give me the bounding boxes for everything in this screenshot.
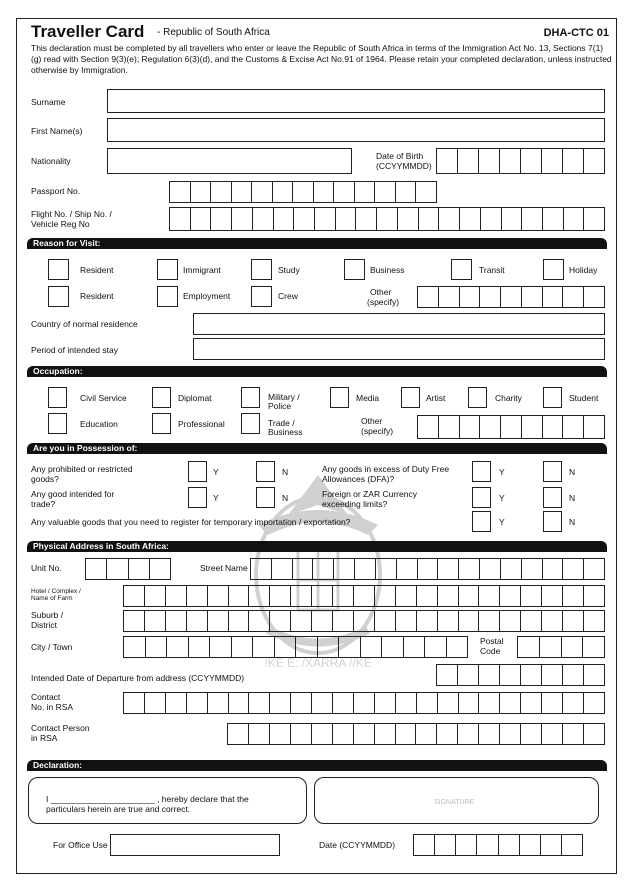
q2-yes-checkbox[interactable] (188, 487, 207, 508)
visit-immigrant-checkbox[interactable] (157, 259, 178, 280)
first-names-label: First Name(s) (31, 126, 83, 136)
occ-other-label: Other (361, 416, 383, 426)
occ-education-checkbox[interactable] (48, 413, 67, 434)
visit-resident2-label: Resident (80, 291, 114, 301)
occ-artist-checkbox[interactable] (401, 387, 420, 408)
visit-holiday-label: Holiday (569, 265, 598, 275)
visit-crew-checkbox[interactable] (251, 286, 272, 307)
visit-study-label: Study (278, 265, 300, 275)
q1-yes-label: Y (213, 467, 219, 477)
address-heading: Physical Address in South Africa: (27, 541, 607, 552)
q5-no-label: N (569, 517, 576, 527)
postal-label-b: Code (480, 646, 501, 656)
form-subtitle: - Republic of South Africa (157, 27, 270, 38)
q1-no-checkbox[interactable] (256, 461, 275, 482)
q4-no-label: N (569, 493, 576, 503)
intro-text: This declaration must be completed by all travellers who enter or leave the Republic of South Africa in terms of the Immigration Act No. 13, Sections 7(1)(g) read with Section 9(3)(e); Regulation 6(3)(d), and the Customs & Excise Act No.91 of 1964. Please retain your completed declaration, unless instructed otherwise by Immigration. (31, 43, 612, 75)
declaration-line-1: I ______________________ , hereby declare that the (46, 794, 249, 804)
visit-transit-label: Transit (479, 265, 505, 275)
visit-study-checkbox[interactable] (251, 259, 272, 280)
dob-cells[interactable] (436, 148, 605, 174)
visit-specify-label: (specify) (367, 297, 400, 307)
suburb-label-a: Suburb / (31, 610, 64, 620)
visit-other-cells[interactable] (417, 286, 605, 308)
street-cells[interactable] (250, 558, 605, 580)
possession-heading: Are you in Possession of: (27, 443, 607, 454)
occ-civil-checkbox[interactable] (48, 387, 67, 408)
occ-charity-label: Charity (495, 393, 522, 403)
occ-military-label: Military / (268, 392, 300, 402)
postal-label-a: Postal (480, 636, 504, 646)
visit-business-checkbox[interactable] (344, 259, 365, 280)
dob-label: Date of Birth (376, 151, 424, 161)
occ-police-label: Police (268, 401, 292, 411)
q4-yes-checkbox[interactable] (472, 487, 491, 508)
first-names-field[interactable] (107, 118, 605, 142)
occ-civil-label: Civil Service (80, 393, 127, 403)
q1-no-label: N (282, 467, 289, 477)
q3-no-label: N (569, 467, 576, 477)
person-label-a: Contact Person (31, 723, 90, 733)
visit-resident-checkbox[interactable] (48, 259, 69, 280)
passport-cells[interactable] (169, 181, 437, 203)
q5-yes-label: Y (499, 517, 505, 527)
vehicle-label: Vehicle Reg No (31, 219, 90, 229)
visit-immigrant-label: Immigrant (183, 265, 221, 275)
visit-crew-label: Crew (278, 291, 298, 301)
person-cells[interactable] (227, 723, 605, 745)
occ-trade-label: Trade / (268, 418, 295, 428)
occ-military-checkbox[interactable] (241, 387, 260, 408)
q4-yes-label: Y (499, 493, 505, 503)
departure-cells[interactable] (436, 664, 605, 686)
stay-label: Period of intended stay (31, 345, 118, 355)
residence-field[interactable] (193, 313, 605, 335)
reason-heading: Reason for Visit: (27, 238, 607, 249)
signature-label: SIGNATURE (434, 799, 475, 806)
q1-label-b: goods? (31, 474, 59, 484)
declaration-heading: Declaration: (27, 760, 607, 771)
occ-specify-label: (specify) (361, 426, 394, 436)
office-use-field[interactable] (110, 834, 280, 856)
nationality-label: Nationality (31, 156, 71, 166)
q5-no-checkbox[interactable] (543, 511, 562, 532)
office-use-label: For Office Use (53, 840, 108, 850)
q3-yes-label: Y (499, 467, 505, 477)
unit-label: Unit No. (31, 563, 62, 573)
passport-label: Passport No. (31, 186, 81, 196)
q1-yes-checkbox[interactable] (188, 461, 207, 482)
form-title: Traveller Card (31, 22, 145, 41)
q2-label-a: Any good intended for (31, 489, 115, 499)
contact-label-a: Contact (31, 692, 61, 702)
contact-label-b: No. in RSA (31, 702, 74, 712)
q3-yes-checkbox[interactable] (472, 461, 491, 482)
occupation-heading: Occupation: (27, 366, 607, 377)
q5-label: Any valuable goods that you need to register for temporary importation / exportation? (31, 517, 351, 527)
visit-other-label: Other (370, 287, 392, 297)
q2-no-checkbox[interactable] (256, 487, 275, 508)
q2-yes-label: Y (213, 493, 219, 503)
occ-student-label: Student (569, 393, 599, 403)
flight-cells[interactable] (169, 207, 605, 231)
office-date-label: Date (CCYYMMDD) (319, 840, 396, 850)
hotel-label-a: Hotel / Complex / (31, 588, 81, 595)
q5-yes-checkbox[interactable] (472, 511, 491, 532)
visit-employment-checkbox[interactable] (157, 286, 178, 307)
occ-media-checkbox[interactable] (330, 387, 349, 408)
occ-other-cells[interactable] (417, 415, 605, 439)
flight-label: Flight No. / Ship No. / (31, 209, 112, 219)
street-label: Street Name (200, 563, 248, 573)
visit-transit-checkbox[interactable] (451, 259, 472, 280)
occ-business-label: Business (268, 427, 303, 437)
form-code: DHA-CTC 01 (543, 27, 609, 39)
q2-no-label: N (282, 493, 289, 503)
residence-label: Country of normal residence (31, 319, 138, 329)
visit-employment-label: Employment (183, 291, 231, 301)
occ-student-checkbox[interactable] (543, 387, 562, 408)
occ-diplomat-label: Diplomat (178, 393, 212, 403)
q3-no-checkbox[interactable] (543, 461, 562, 482)
visit-holiday-checkbox[interactable] (543, 259, 564, 280)
stay-field[interactable] (193, 338, 605, 360)
visit-resident2-checkbox[interactable] (48, 286, 69, 307)
occ-charity-checkbox[interactable] (468, 387, 487, 408)
q2-label-b: trade? (31, 499, 56, 509)
occ-diplomat-checkbox[interactable] (152, 387, 171, 408)
postal-cells[interactable] (517, 636, 605, 658)
visit-business-label: Business (370, 265, 405, 275)
q4-no-checkbox[interactable] (543, 487, 562, 508)
q3-label-b: Allowances (DFA)? (322, 474, 395, 484)
unit-cells[interactable] (85, 558, 171, 580)
office-date-cells[interactable] (413, 834, 583, 856)
q4-label-b: exceeding limits? (322, 499, 388, 509)
suburb-cells[interactable] (123, 610, 605, 632)
hotel-label-b: Name of Farm (31, 595, 73, 602)
occ-media-label: Media (356, 393, 380, 403)
occ-artist-label: Artist (426, 393, 446, 403)
motto-text: !KE E: /XARRA //KE (264, 656, 372, 670)
q4-label-a: Foreign or ZAR Currency (322, 489, 417, 499)
q1-label-a: Any prohibited or restricted (31, 464, 133, 474)
q3-label-a: Any goods in excess of Duty Free (322, 464, 450, 474)
occ-professional-checkbox[interactable] (152, 413, 171, 434)
hotel-cells[interactable] (123, 585, 605, 607)
occ-professional-label: Professional (178, 419, 225, 429)
dob-format-label: (CCYYMMDD) (376, 161, 432, 171)
declaration-line-2: particulars herein are true and correct. (46, 804, 191, 814)
occ-education-label: Education (80, 419, 118, 429)
person-label-b: in RSA (31, 733, 58, 743)
nationality-field[interactable] (107, 148, 352, 174)
suburb-label-b: District (31, 620, 57, 630)
departure-label: Intended Date of Departure from address (CCYYMMDD) (31, 673, 245, 683)
city-cells[interactable] (123, 636, 468, 658)
visit-resident-label: Resident (80, 265, 114, 275)
contact-cells[interactable] (123, 692, 605, 714)
surname-field[interactable] (107, 89, 605, 113)
surname-label: Surname (31, 97, 66, 107)
occ-trade-checkbox[interactable] (241, 413, 260, 434)
city-label: City / Town (31, 642, 73, 652)
